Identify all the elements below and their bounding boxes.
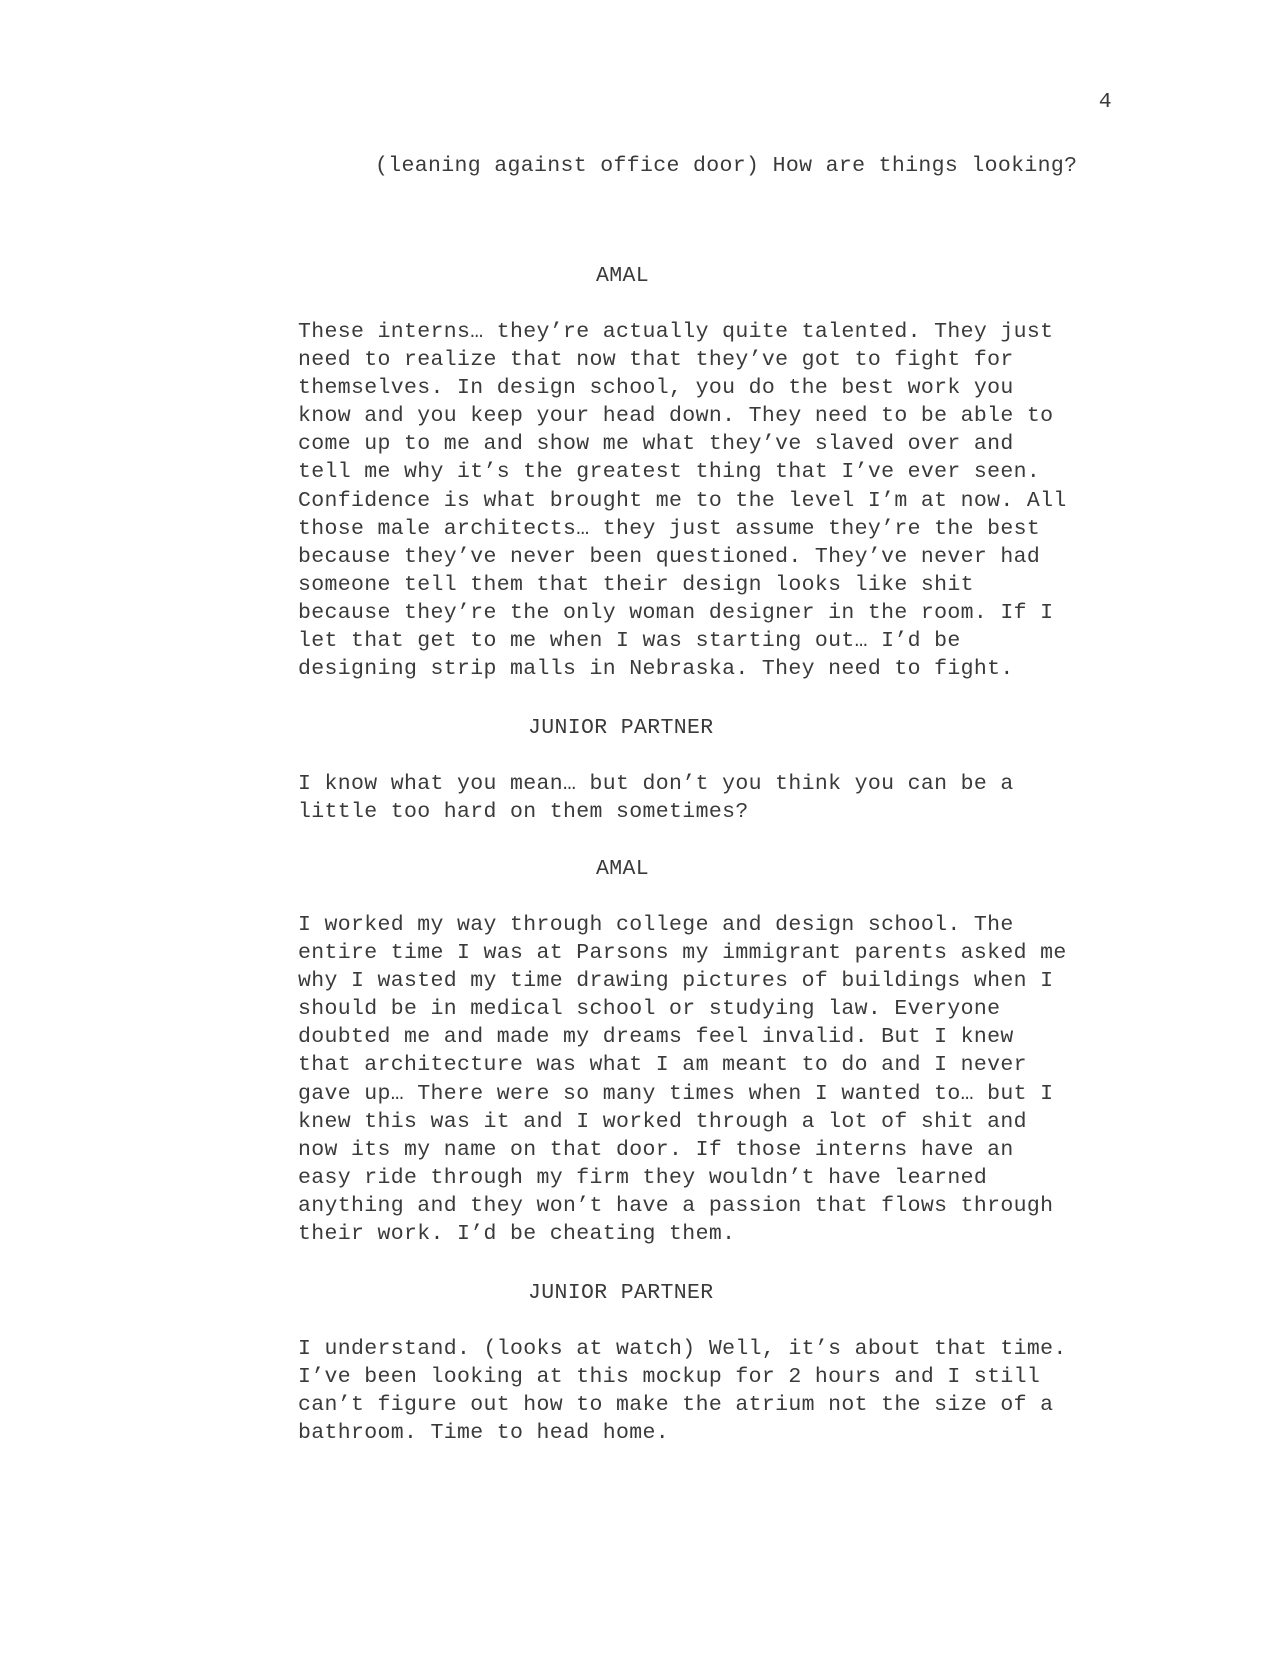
dialogue-line: their work. I’d be cheating them. — [298, 1222, 736, 1247]
dialogue-line: now its my name on that door. If those interns have an — [298, 1137, 1014, 1162]
dialogue-line: I’ve been looking at this mockup for 2 hours and I still — [298, 1365, 1041, 1390]
dialogue-line: those male architects… they just assume they’re the best — [298, 516, 1041, 541]
dialogue-line: because they’re the only woman designer in the room. If I — [298, 600, 1054, 625]
character-name-junior-partner: JUNIOR PARTNER — [528, 1281, 714, 1305]
dialogue-line: themselves. In design school, you do the best work you — [298, 376, 1014, 401]
dialogue-line: These interns… they’re actually quite talented. They just — [298, 320, 1054, 344]
dialogue-line: anything and they won’t have a passion that flows through — [298, 1193, 1054, 1218]
dialogue-line: need to realize that now that they’ve got to fight for — [298, 348, 1014, 373]
dialogue-line: tell me why it’s the greatest thing that I’ve ever seen. — [298, 460, 1041, 485]
dialogue-line: come up to me and show me what they’ve slaved over and — [298, 432, 1014, 457]
dialogue-line: that architecture was what I am meant to do and I never — [298, 1053, 1027, 1078]
dialogue-line: let that get to me when I was starting out… I’d be — [298, 629, 961, 654]
dialogue-line: designing strip malls in Nebraska. They need to fight. — [298, 657, 1014, 682]
character-name-amal: AMAL — [596, 264, 650, 288]
dialogue-line: knew this was it and I worked through a lot of shit and — [298, 1109, 1027, 1134]
dialogue-line: why I wasted my time drawing pictures of buildings when I — [298, 969, 1054, 994]
dialogue-line: entire time I was at Parsons my immigrant parents asked me — [298, 941, 1067, 966]
dialogue-line: easy ride through my firm they wouldn’t have learned — [298, 1165, 988, 1190]
dialogue-line: know and you keep your head down. They need to be able to — [298, 404, 1054, 429]
dialogue-line: I understand. (looks at watch) Well, it’s about that time. — [298, 1337, 1067, 1361]
dialogue-line: bathroom. Time to head home. — [298, 1421, 670, 1446]
dialogue-line: Confidence is what brought me to the level I’m at now. All — [298, 488, 1067, 513]
dialogue-junior-partner-2 — [298, 1335, 1118, 1447]
dialogue-line: should be in medical school or studying law. Everyone — [298, 997, 1001, 1022]
dialogue-line: I worked my way through college and design school. The — [298, 913, 1014, 937]
dialogue-line: someone tell them that their design looks like shit — [298, 572, 974, 597]
dialogue-junior-partner-1 — [298, 770, 1118, 826]
dialogue-line: I know what you mean… but don’t you think you can be a — [298, 772, 1014, 796]
dialogue-amal-2 — [298, 911, 1118, 1248]
character-name-amal: AMAL — [596, 857, 650, 881]
dialogue-line: because they’ve never been questioned. They’ve never had — [298, 544, 1041, 569]
character-name-junior-partner: JUNIOR PARTNER — [528, 716, 714, 740]
dialogue-line: little too hard on them sometimes? — [298, 800, 749, 825]
dialogue-line: doubted me and made my dreams feel invalid. But I knew — [298, 1025, 1014, 1050]
action-line: (leaning against office door) How are things looking? — [375, 154, 1078, 178]
dialogue-line: gave up… There were so many times when I wanted to… but I — [298, 1081, 1054, 1106]
page-number: 4 — [1098, 90, 1112, 114]
dialogue-line: can’t figure out how to make the atrium not the size of a — [298, 1393, 1054, 1418]
dialogue-amal-1 — [298, 318, 1118, 683]
